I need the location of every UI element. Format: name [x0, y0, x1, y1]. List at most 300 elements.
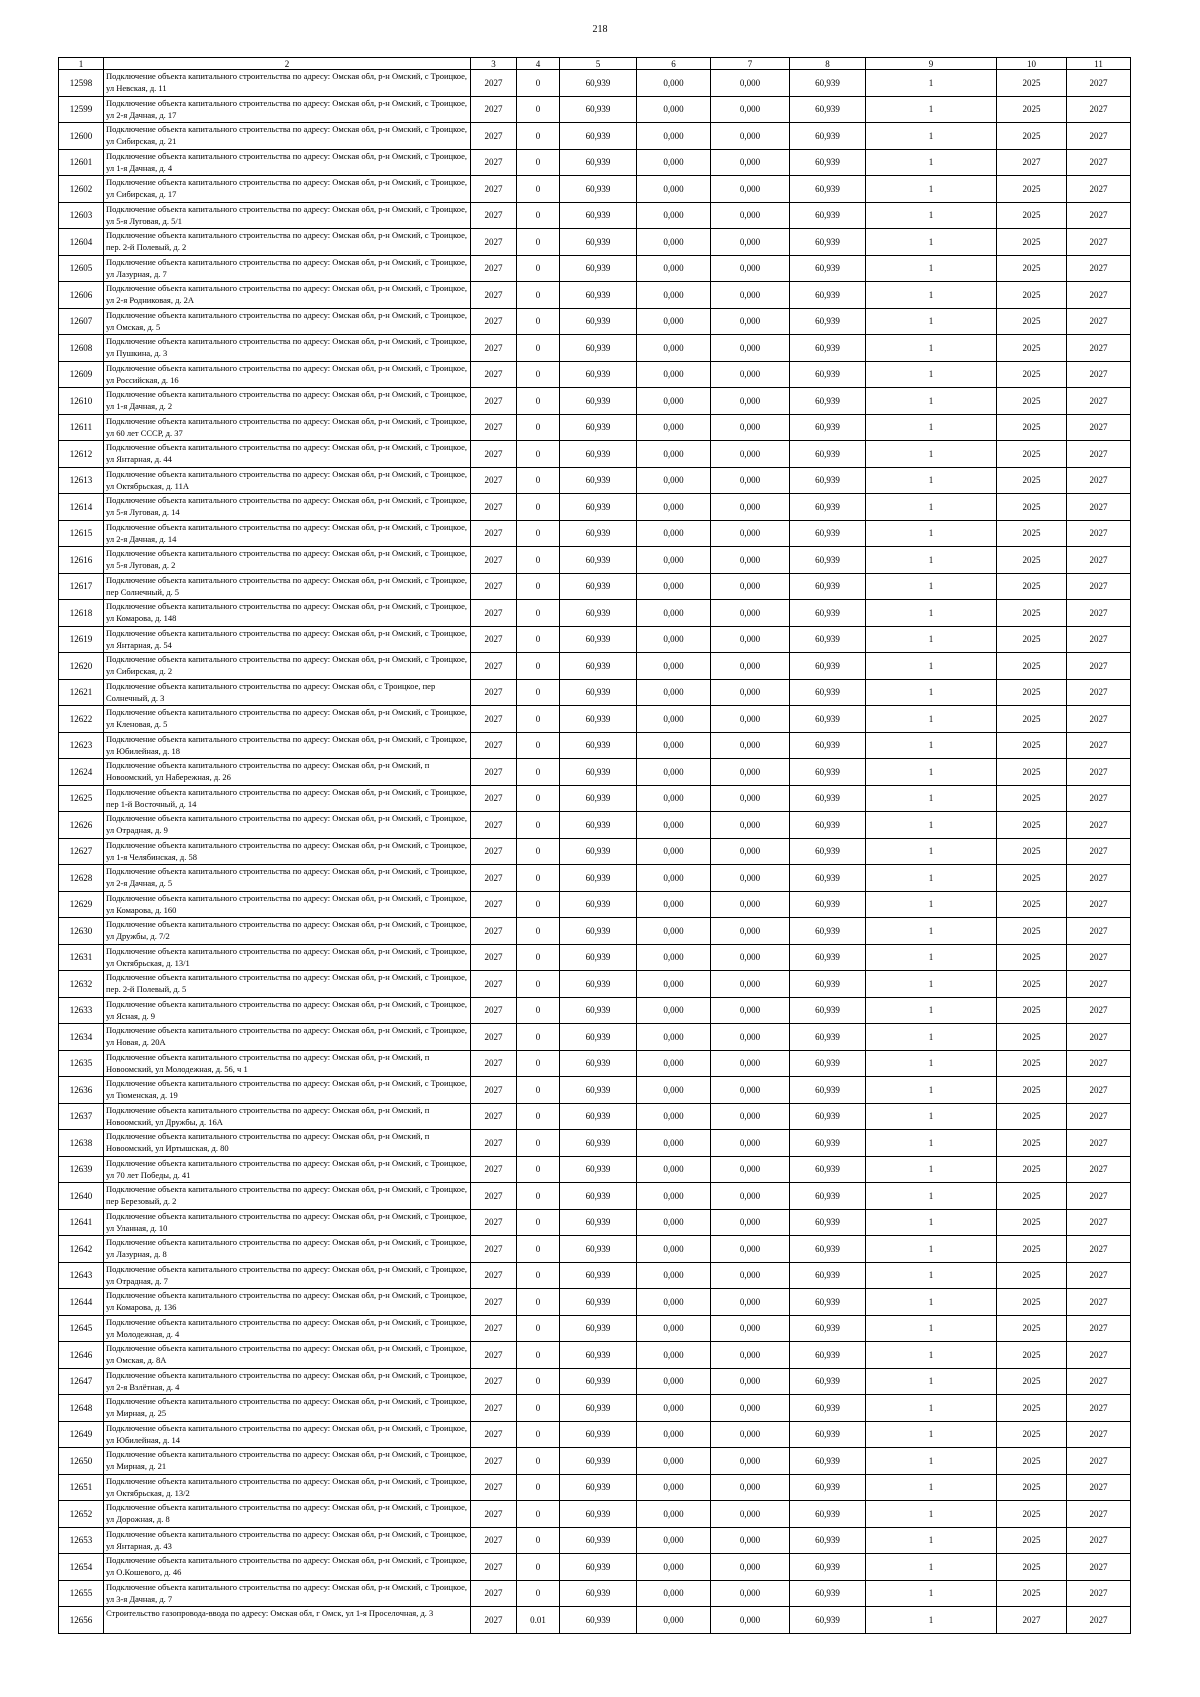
cell-col-9: 1 [866, 308, 997, 335]
cell-number: 12649 [59, 1421, 104, 1448]
cell-object-name: Подключение объекта капитального строительства по адресу: Омская обл, р-н Омский, п Новоомский, ул Дружбы, д. 16А [104, 1103, 471, 1130]
cell-col-10: 2025 [997, 1315, 1067, 1342]
cell-object-name: Подключение объекта капитального строительства по адресу: Омская обл, р-н Омский, с Троицкое, ул О.Кошевого, д. 46 [104, 1554, 471, 1581]
cell-object-name: Подключение объекта капитального строительства по адресу: Омская обл, р-н Омский, с Троицкое, ул Янтарная, д. 54 [104, 626, 471, 653]
cell-col-10: 2025 [997, 1368, 1067, 1395]
cell-col-11: 2027 [1067, 1580, 1131, 1607]
cell-col-3: 2027 [471, 1448, 517, 1475]
cell-col-8: 60,939 [790, 255, 866, 282]
cell-col-9: 1 [866, 971, 997, 998]
cell-col-10: 2025 [997, 838, 1067, 865]
cell-col-5: 60,939 [560, 1342, 637, 1369]
cell-col-3: 2027 [471, 679, 517, 706]
cell-col-4: 0 [517, 282, 560, 309]
cell-col-5: 60,939 [560, 732, 637, 759]
cell-col-11: 2027 [1067, 1156, 1131, 1183]
cell-col-3: 2027 [471, 547, 517, 574]
cell-col-7: 0,000 [711, 1527, 790, 1554]
cell-object-name: Подключение объекта капитального строительства по адресу: Омская обл, р-н Омский, с Троицкое, ул Российская, д. 16 [104, 361, 471, 388]
cell-col-6: 0,000 [637, 1368, 711, 1395]
cell-col-3: 2027 [471, 1342, 517, 1369]
cell-col-3: 2027 [471, 335, 517, 362]
cell-object-name: Подключение объекта капитального строительства по адресу: Омская обл, р-н Омский, с Троицкое, пер. 2-й Полевый, д. 2 [104, 229, 471, 256]
cell-col-5: 60,939 [560, 1474, 637, 1501]
cell-col-6: 0,000 [637, 96, 711, 123]
cell-col-9: 1 [866, 1024, 997, 1051]
cell-col-10: 2027 [997, 1607, 1067, 1634]
table-row [59, 1395, 1131, 1422]
cell-col-11: 2027 [1067, 865, 1131, 892]
cell-col-11: 2027 [1067, 944, 1131, 971]
cell-col-8: 60,939 [790, 441, 866, 468]
cell-number: 12644 [59, 1289, 104, 1316]
cell-col-11: 2027 [1067, 149, 1131, 176]
cell-col-4: 0 [517, 361, 560, 388]
cell-col-3: 2027 [471, 732, 517, 759]
cell-col-7: 0,000 [711, 1156, 790, 1183]
cell-col-7: 0,000 [711, 1050, 790, 1077]
cell-col-8: 60,939 [790, 573, 866, 600]
cell-col-10: 2025 [997, 229, 1067, 256]
cell-col-5: 60,939 [560, 573, 637, 600]
cell-col-4: 0 [517, 1395, 560, 1422]
cell-object-name: Подключение объекта капитального строительства по адресу: Омская обл, р-н Омский, с Троицкое, ул Молодежная, д. 4 [104, 1315, 471, 1342]
cell-col-4: 0 [517, 202, 560, 229]
cell-col-3: 2027 [471, 1527, 517, 1554]
cell-col-4: 0 [517, 1527, 560, 1554]
cell-col-4: 0 [517, 1501, 560, 1528]
cell-object-name: Подключение объекта капитального строительства по адресу: Омская обл, р-н Омский, с Троицкое, ул Невская, д. 11 [104, 70, 471, 97]
cell-col-9: 1 [866, 706, 997, 733]
cell-col-9: 1 [866, 1395, 997, 1422]
cell-col-8: 60,939 [790, 1421, 866, 1448]
cell-col-7: 0,000 [711, 679, 790, 706]
cell-col-8: 60,939 [790, 1209, 866, 1236]
cell-col-10: 2025 [997, 865, 1067, 892]
cell-col-5: 60,939 [560, 441, 637, 468]
cell-col-4: 0 [517, 1103, 560, 1130]
table-row [59, 520, 1131, 547]
cell-col-3: 2027 [471, 1607, 517, 1634]
cell-col-5: 60,939 [560, 1421, 637, 1448]
cell-col-3: 2027 [471, 202, 517, 229]
cell-col-8: 60,939 [790, 414, 866, 441]
cell-col-9: 1 [866, 1236, 997, 1263]
table-row [59, 918, 1131, 945]
cell-col-11: 2027 [1067, 918, 1131, 945]
cell-object-name: Подключение объекта капитального строительства по адресу: Омская обл, р-н Омский, с Троицкое, пер. 2-й Полевый, д. 5 [104, 971, 471, 998]
cell-object-name: Подключение объекта капитального строительства по адресу: Омская обл, р-н Омский, с Троицкое, ул Мирная, д. 25 [104, 1395, 471, 1422]
cell-col-9: 1 [866, 202, 997, 229]
table-row [59, 1342, 1131, 1369]
cell-col-7: 0,000 [711, 1183, 790, 1210]
cell-col-4: 0 [517, 388, 560, 415]
cell-col-10: 2025 [997, 70, 1067, 97]
cell-number: 12637 [59, 1103, 104, 1130]
cell-object-name: Подключение объекта капитального строительства по адресу: Омская обл, р-н Омский, п Новоомский, ул Набережная, д. 26 [104, 759, 471, 786]
cell-col-8: 60,939 [790, 1527, 866, 1554]
cell-col-8: 60,939 [790, 653, 866, 680]
cell-object-name: Подключение объекта капитального строительства по адресу: Омская обл, р-н Омский, с Троицкое, ул Ясная, д. 9 [104, 997, 471, 1024]
table-row [59, 1448, 1131, 1475]
cell-col-4: 0 [517, 1236, 560, 1263]
table-body [59, 70, 1131, 1634]
cell-col-10: 2025 [997, 918, 1067, 945]
cell-col-11: 2027 [1067, 785, 1131, 812]
cell-col-9: 1 [866, 918, 997, 945]
cell-col-4: 0 [517, 944, 560, 971]
table-row [59, 600, 1131, 627]
table-row [59, 1209, 1131, 1236]
cell-col-10: 2025 [997, 1395, 1067, 1422]
cell-col-10: 2025 [997, 123, 1067, 150]
cell-col-10: 2025 [997, 573, 1067, 600]
cell-col-8: 60,939 [790, 1289, 866, 1316]
cell-col-10: 2025 [997, 785, 1067, 812]
cell-col-5: 60,939 [560, 229, 637, 256]
table-row [59, 679, 1131, 706]
cell-col-8: 60,939 [790, 1156, 866, 1183]
cell-col-8: 60,939 [790, 1077, 866, 1104]
cell-col-3: 2027 [471, 494, 517, 521]
cell-col-3: 2027 [471, 997, 517, 1024]
cell-col-4: 0 [517, 1130, 560, 1157]
cell-col-3: 2027 [471, 308, 517, 335]
table-row [59, 176, 1131, 203]
cell-col-3: 2027 [471, 1183, 517, 1210]
cell-col-11: 2027 [1067, 573, 1131, 600]
cell-col-11: 2027 [1067, 679, 1131, 706]
cell-col-7: 0,000 [711, 918, 790, 945]
cell-col-6: 0,000 [637, 971, 711, 998]
cell-col-11: 2027 [1067, 1474, 1131, 1501]
cell-col-5: 60,939 [560, 149, 637, 176]
table-row [59, 971, 1131, 998]
cell-col-5: 60,939 [560, 1024, 637, 1051]
table-row [59, 255, 1131, 282]
cell-col-8: 60,939 [790, 70, 866, 97]
cell-col-8: 60,939 [790, 1368, 866, 1395]
cell-number: 12617 [59, 573, 104, 600]
cell-col-11: 2027 [1067, 1103, 1131, 1130]
cell-col-6: 0,000 [637, 944, 711, 971]
table-row [59, 1077, 1131, 1104]
cell-col-10: 2025 [997, 1077, 1067, 1104]
cell-col-10: 2025 [997, 1474, 1067, 1501]
table-row [59, 785, 1131, 812]
column-header-2: 2 [104, 58, 471, 70]
table-row [59, 653, 1131, 680]
cell-col-7: 0,000 [711, 70, 790, 97]
cell-col-9: 1 [866, 255, 997, 282]
column-header-11: 11 [1067, 58, 1131, 70]
cell-col-3: 2027 [471, 96, 517, 123]
cell-col-5: 60,939 [560, 123, 637, 150]
cell-number: 12599 [59, 96, 104, 123]
cell-number: 12632 [59, 971, 104, 998]
cell-col-8: 60,939 [790, 1050, 866, 1077]
cell-col-9: 1 [866, 944, 997, 971]
cell-number: 12648 [59, 1395, 104, 1422]
cell-col-8: 60,939 [790, 1103, 866, 1130]
table-row [59, 282, 1131, 309]
cell-number: 12651 [59, 1474, 104, 1501]
cell-col-6: 0,000 [637, 308, 711, 335]
cell-object-name: Подключение объекта капитального строительства по адресу: Омская обл, р-н Омский, с Троицкое, ул Тюменская, д. 19 [104, 1077, 471, 1104]
cell-col-5: 60,939 [560, 1315, 637, 1342]
cell-col-3: 2027 [471, 1421, 517, 1448]
cell-number: 12618 [59, 600, 104, 627]
cell-col-6: 0,000 [637, 1209, 711, 1236]
cell-col-8: 60,939 [790, 467, 866, 494]
cell-col-9: 1 [866, 1501, 997, 1528]
cell-object-name: Подключение объекта капитального строительства по адресу: Омская обл, р-н Омский, с Троицкое, ул Янтарная, д. 44 [104, 441, 471, 468]
cell-col-3: 2027 [471, 1236, 517, 1263]
cell-col-9: 1 [866, 1421, 997, 1448]
cell-col-11: 2027 [1067, 282, 1131, 309]
cell-col-3: 2027 [471, 1262, 517, 1289]
cell-col-8: 60,939 [790, 971, 866, 998]
cell-col-8: 60,939 [790, 732, 866, 759]
cell-col-8: 60,939 [790, 1024, 866, 1051]
cell-col-3: 2027 [471, 1024, 517, 1051]
cell-col-3: 2027 [471, 1103, 517, 1130]
table-row [59, 1156, 1131, 1183]
cell-col-5: 60,939 [560, 70, 637, 97]
cell-col-10: 2025 [997, 1527, 1067, 1554]
cell-col-10: 2025 [997, 282, 1067, 309]
cell-col-8: 60,939 [790, 229, 866, 256]
cell-col-8: 60,939 [790, 1607, 866, 1634]
cell-number: 12638 [59, 1130, 104, 1157]
cell-col-7: 0,000 [711, 944, 790, 971]
cell-col-8: 60,939 [790, 547, 866, 574]
cell-col-10: 2025 [997, 679, 1067, 706]
cell-col-7: 0,000 [711, 96, 790, 123]
cell-col-7: 0,000 [711, 255, 790, 282]
cell-col-11: 2027 [1067, 176, 1131, 203]
cell-col-7: 0,000 [711, 361, 790, 388]
cell-object-name: Подключение объекта капитального строительства по адресу: Омская обл, р-н Омский, с Троицкое, ул Комарова, д. 160 [104, 891, 471, 918]
cell-col-5: 60,939 [560, 1077, 637, 1104]
cell-object-name: Подключение объекта капитального строительства по адресу: Омская обл, с Троицкое, пер Солнечный, д. 3 [104, 679, 471, 706]
cell-col-6: 0,000 [637, 335, 711, 362]
column-header-5: 5 [560, 58, 637, 70]
cell-col-10: 2025 [997, 997, 1067, 1024]
cell-col-9: 1 [866, 785, 997, 812]
cell-col-10: 2025 [997, 255, 1067, 282]
cell-col-8: 60,939 [790, 838, 866, 865]
cell-col-7: 0,000 [711, 547, 790, 574]
cell-col-6: 0,000 [637, 600, 711, 627]
cell-col-4: 0 [517, 653, 560, 680]
cell-col-8: 60,939 [790, 891, 866, 918]
cell-col-5: 60,939 [560, 1209, 637, 1236]
cell-col-5: 60,939 [560, 971, 637, 998]
cell-col-3: 2027 [471, 838, 517, 865]
cell-col-3: 2027 [471, 149, 517, 176]
cell-col-7: 0,000 [711, 202, 790, 229]
cell-col-7: 0,000 [711, 759, 790, 786]
cell-col-8: 60,939 [790, 1448, 866, 1475]
cell-col-4: 0 [517, 1050, 560, 1077]
cell-col-11: 2027 [1067, 494, 1131, 521]
cell-object-name: Подключение объекта капитального строительства по адресу: Омская обл, р-н Омский, с Троицкое, ул Комарова, д. 136 [104, 1289, 471, 1316]
cell-col-9: 1 [866, 467, 997, 494]
cell-col-3: 2027 [471, 1395, 517, 1422]
cell-col-3: 2027 [471, 176, 517, 203]
cell-col-3: 2027 [471, 891, 517, 918]
cell-col-3: 2027 [471, 971, 517, 998]
cell-number: 12624 [59, 759, 104, 786]
cell-object-name: Подключение объекта капитального строительства по адресу: Омская обл, р-н Омский, п Новоомский, ул Иртышская, д. 80 [104, 1130, 471, 1157]
cell-col-6: 0,000 [637, 732, 711, 759]
cell-col-5: 60,939 [560, 679, 637, 706]
cell-object-name: Подключение объекта капитального строительства по адресу: Омская обл, р-н Омский, с Троицкое, ул 2-я Дачная, д. 17 [104, 96, 471, 123]
cell-col-6: 0,000 [637, 1580, 711, 1607]
cell-col-8: 60,939 [790, 520, 866, 547]
cell-col-11: 2027 [1067, 1262, 1131, 1289]
cell-col-11: 2027 [1067, 70, 1131, 97]
cell-col-8: 60,939 [790, 96, 866, 123]
cell-col-10: 2025 [997, 1342, 1067, 1369]
cell-col-3: 2027 [471, 1077, 517, 1104]
cell-col-8: 60,939 [790, 600, 866, 627]
cell-col-9: 1 [866, 335, 997, 362]
cell-col-6: 0,000 [637, 1183, 711, 1210]
cell-col-11: 2027 [1067, 997, 1131, 1024]
cell-object-name: Подключение объекта капитального строительства по адресу: Омская обл, р-н Омский, с Троицкое, ул 70 лет Победы, д. 41 [104, 1156, 471, 1183]
cell-col-6: 0,000 [637, 997, 711, 1024]
cell-col-4: 0 [517, 1262, 560, 1289]
cell-col-5: 60,939 [560, 494, 637, 521]
cell-col-10: 2025 [997, 176, 1067, 203]
cell-col-9: 1 [866, 600, 997, 627]
cell-col-10: 2025 [997, 1209, 1067, 1236]
cell-col-4: 0 [517, 149, 560, 176]
cell-col-3: 2027 [471, 1130, 517, 1157]
cell-col-6: 0,000 [637, 891, 711, 918]
cell-col-6: 0,000 [637, 573, 711, 600]
cell-col-9: 1 [866, 520, 997, 547]
cell-col-11: 2027 [1067, 1130, 1131, 1157]
cell-col-10: 2025 [997, 1050, 1067, 1077]
cell-col-3: 2027 [471, 282, 517, 309]
cell-col-4: 0 [517, 1289, 560, 1316]
cell-col-9: 1 [866, 547, 997, 574]
cell-col-7: 0,000 [711, 1501, 790, 1528]
cell-col-5: 60,939 [560, 1395, 637, 1422]
cell-col-11: 2027 [1067, 441, 1131, 468]
cell-col-8: 60,939 [790, 1474, 866, 1501]
cell-col-7: 0,000 [711, 335, 790, 362]
cell-col-5: 60,939 [560, 520, 637, 547]
cell-col-11: 2027 [1067, 626, 1131, 653]
cell-col-11: 2027 [1067, 520, 1131, 547]
cell-col-6: 0,000 [637, 1103, 711, 1130]
cell-col-10: 2025 [997, 1130, 1067, 1157]
cell-col-8: 60,939 [790, 1236, 866, 1263]
cell-col-7: 0,000 [711, 1024, 790, 1051]
table-row [59, 414, 1131, 441]
cell-number: 12639 [59, 1156, 104, 1183]
cell-col-8: 60,939 [790, 282, 866, 309]
cell-col-6: 0,000 [637, 653, 711, 680]
cell-col-4: 0 [517, 441, 560, 468]
cell-col-3: 2027 [471, 123, 517, 150]
table-row [59, 1262, 1131, 1289]
cell-number: 12600 [59, 123, 104, 150]
cell-object-name: Подключение объекта капитального строительства по адресу: Омская обл, р-н Омский, с Троицкое, пер Березовый, д. 2 [104, 1183, 471, 1210]
cell-col-4: 0 [517, 1183, 560, 1210]
cell-col-10: 2025 [997, 520, 1067, 547]
cell-col-9: 1 [866, 812, 997, 839]
table-row [59, 1580, 1131, 1607]
cell-col-4: 0 [517, 335, 560, 362]
cell-col-9: 1 [866, 1183, 997, 1210]
cell-col-7: 0,000 [711, 1554, 790, 1581]
cell-col-6: 0,000 [637, 282, 711, 309]
cell-col-7: 0,000 [711, 308, 790, 335]
cell-col-9: 1 [866, 494, 997, 521]
cell-col-6: 0,000 [637, 785, 711, 812]
cell-object-name: Подключение объекта капитального строительства по адресу: Омская обл, р-н Омский, с Троицкое, пер Солнечный, д. 5 [104, 573, 471, 600]
cell-col-4: 0 [517, 547, 560, 574]
table-row [59, 706, 1131, 733]
cell-number: 12606 [59, 282, 104, 309]
cell-col-6: 0,000 [637, 176, 711, 203]
cell-col-4: 0 [517, 573, 560, 600]
table-row [59, 1421, 1131, 1448]
cell-object-name: Подключение объекта капитального строительства по адресу: Омская обл, р-н Омский, с Троицкое, ул 2-я Дачная, д. 5 [104, 865, 471, 892]
cell-col-5: 60,939 [560, 255, 637, 282]
cell-col-5: 60,939 [560, 308, 637, 335]
cell-col-10: 2025 [997, 1156, 1067, 1183]
cell-col-6: 0,000 [637, 1156, 711, 1183]
cell-col-6: 0,000 [637, 70, 711, 97]
cell-col-10: 2025 [997, 1289, 1067, 1316]
cell-col-6: 0,000 [637, 1050, 711, 1077]
cell-col-5: 60,939 [560, 335, 637, 362]
cell-number: 12655 [59, 1580, 104, 1607]
cell-number: 12619 [59, 626, 104, 653]
cell-col-7: 0,000 [711, 1236, 790, 1263]
cell-col-6: 0,000 [637, 123, 711, 150]
table-row [59, 1554, 1131, 1581]
cell-col-7: 0,000 [711, 600, 790, 627]
cell-col-8: 60,939 [790, 335, 866, 362]
cell-col-11: 2027 [1067, 1448, 1131, 1475]
data-table [58, 57, 1131, 1634]
cell-col-11: 2027 [1067, 1554, 1131, 1581]
table-row [59, 1527, 1131, 1554]
table-row [59, 1236, 1131, 1263]
cell-col-5: 60,939 [560, 1130, 637, 1157]
cell-col-8: 60,939 [790, 944, 866, 971]
cell-col-9: 1 [866, 1527, 997, 1554]
cell-col-7: 0,000 [711, 467, 790, 494]
cell-object-name: Подключение объекта капитального строительства по адресу: Омская обл, р-н Омский, с Троицкое, ул Октябрьская, д. 13/2 [104, 1474, 471, 1501]
table-row [59, 494, 1131, 521]
cell-col-10: 2025 [997, 308, 1067, 335]
cell-col-4: 0 [517, 308, 560, 335]
cell-col-3: 2027 [471, 229, 517, 256]
cell-col-9: 1 [866, 1448, 997, 1475]
cell-col-5: 60,939 [560, 1448, 637, 1475]
cell-col-4: 0 [517, 1580, 560, 1607]
cell-col-6: 0,000 [637, 1342, 711, 1369]
cell-col-7: 0,000 [711, 441, 790, 468]
